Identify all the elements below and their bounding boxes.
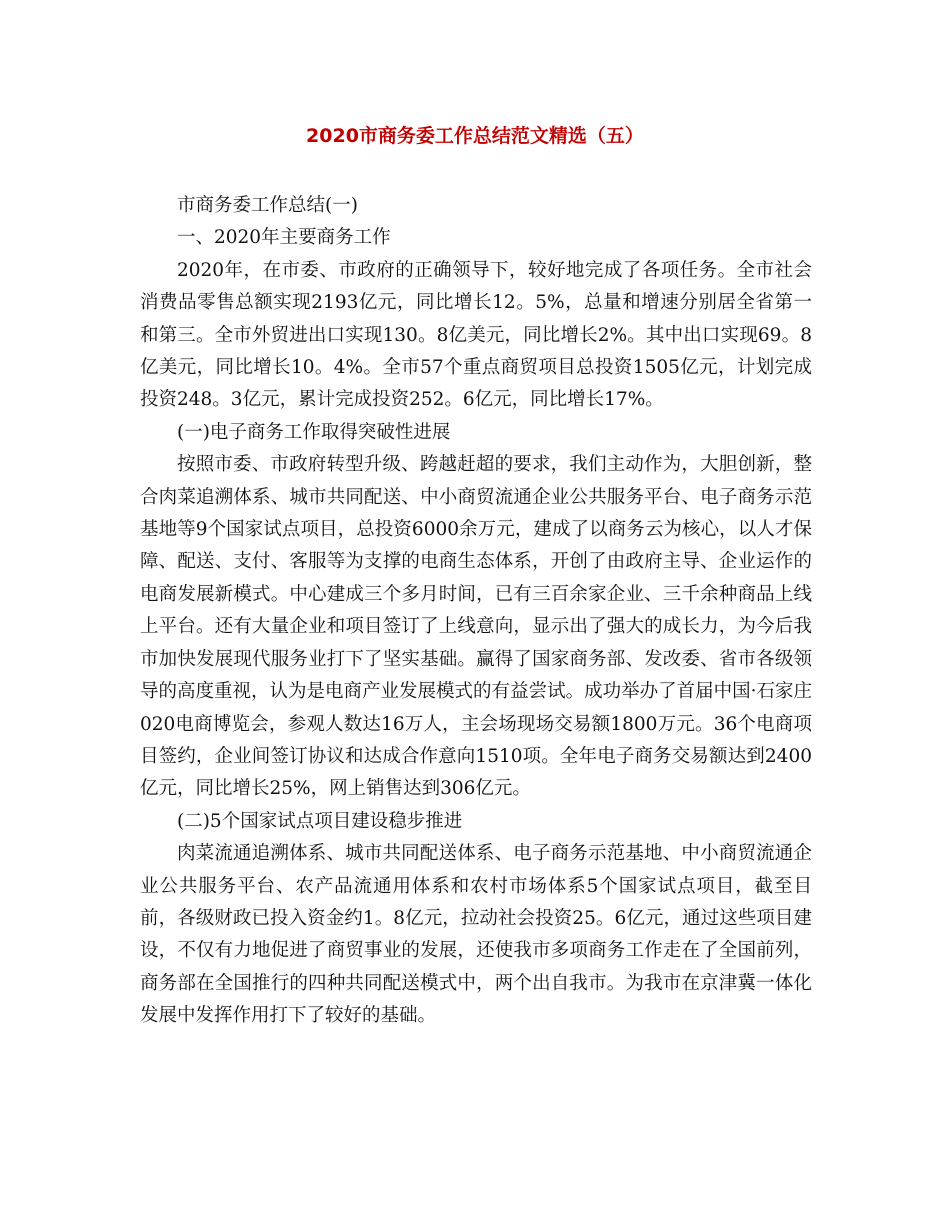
document-title: 2020市商务委工作总结范文精选（五） bbox=[306, 125, 644, 147]
subsection-heading: 一、2020年主要商务工作 bbox=[177, 227, 391, 249]
body-paragraph: 肉菜流通追溯体系、城市共同配送体系、电子商务示范基地、中小商贸流通企业公共服务平台、农产品流通用体系和农村市场体系5个国家试点项目，截至目前，各级财政已投入资金约1。8亿元，拉动社会投资25。6亿元，通过这些项目建设，不仅有力地促进了商贸事业的发展，还使我市多项商务工作走在了全国前列，商务部在全国推行的四种共同配送模式中，两个出自我市。为我市在京津冀一体化发展中发挥作用打下了较好的基础。 bbox=[140, 843, 812, 1027]
subsection-heading: (二)5个国家试点项目建设稳步推进 bbox=[177, 810, 463, 832]
section-heading: 市商务委工作总结(一) bbox=[177, 195, 358, 216]
body-paragraph: 按照市委、市政府转型升级、跨越赶超的要求，我们主动作为，大胆创新，整合肉菜追溯体系、城市共同配送、中小商贸流通企业公共服务平台、电子商务示范基地等9个国家试点项目，总投资6000余万元，建成了以商务云为核心，以人才保障、配送、支付、客服等为支撑的电商生态体系，开创了由政府主导、企业运作的电商发展新模式。中心建成三个多月时间，已有三百余家企业、三千余种商品上线上平台。还有大量企业和项目签订了上线意向，显示出了强大的成长力，为今后我市加快发展现代服务业打下了坚实基础。赢得了国家商务部、发改委、省市各级领导的高度重视，认为是电商产业发展模式的有益尝试。成功举办了首届中国·石家庄020电商博览会，参观人数达16万人，主会场现场交易额1800万元。36个电商项目签约，企业间签订协议和达成合作意向1510项。全年电子商务交易额达到2400亿元，同比增长25%，网上销售达到306亿元。 bbox=[140, 454, 812, 800]
body-paragraph: 2020年，在市委、市政府的正确领导下，较好地完成了各项任务。全市社会消费品零售总额实现2193亿元，同比增长12。5%，总量和增速分别居全省第一和第三。全市外贸进出口实现130。8亿美元，同比增长2%。其中出口实现69。8亿美元，同比增长10。4%。全市57个重点商贸项目总投资1505亿元，计划完成投资248。3亿元，累计完成投资252。6亿元，同比增长17%。 bbox=[140, 259, 812, 411]
subsection-heading: (一)电子商务工作取得突破性进展 bbox=[177, 421, 451, 443]
document-body bbox=[140, 190, 812, 1033]
